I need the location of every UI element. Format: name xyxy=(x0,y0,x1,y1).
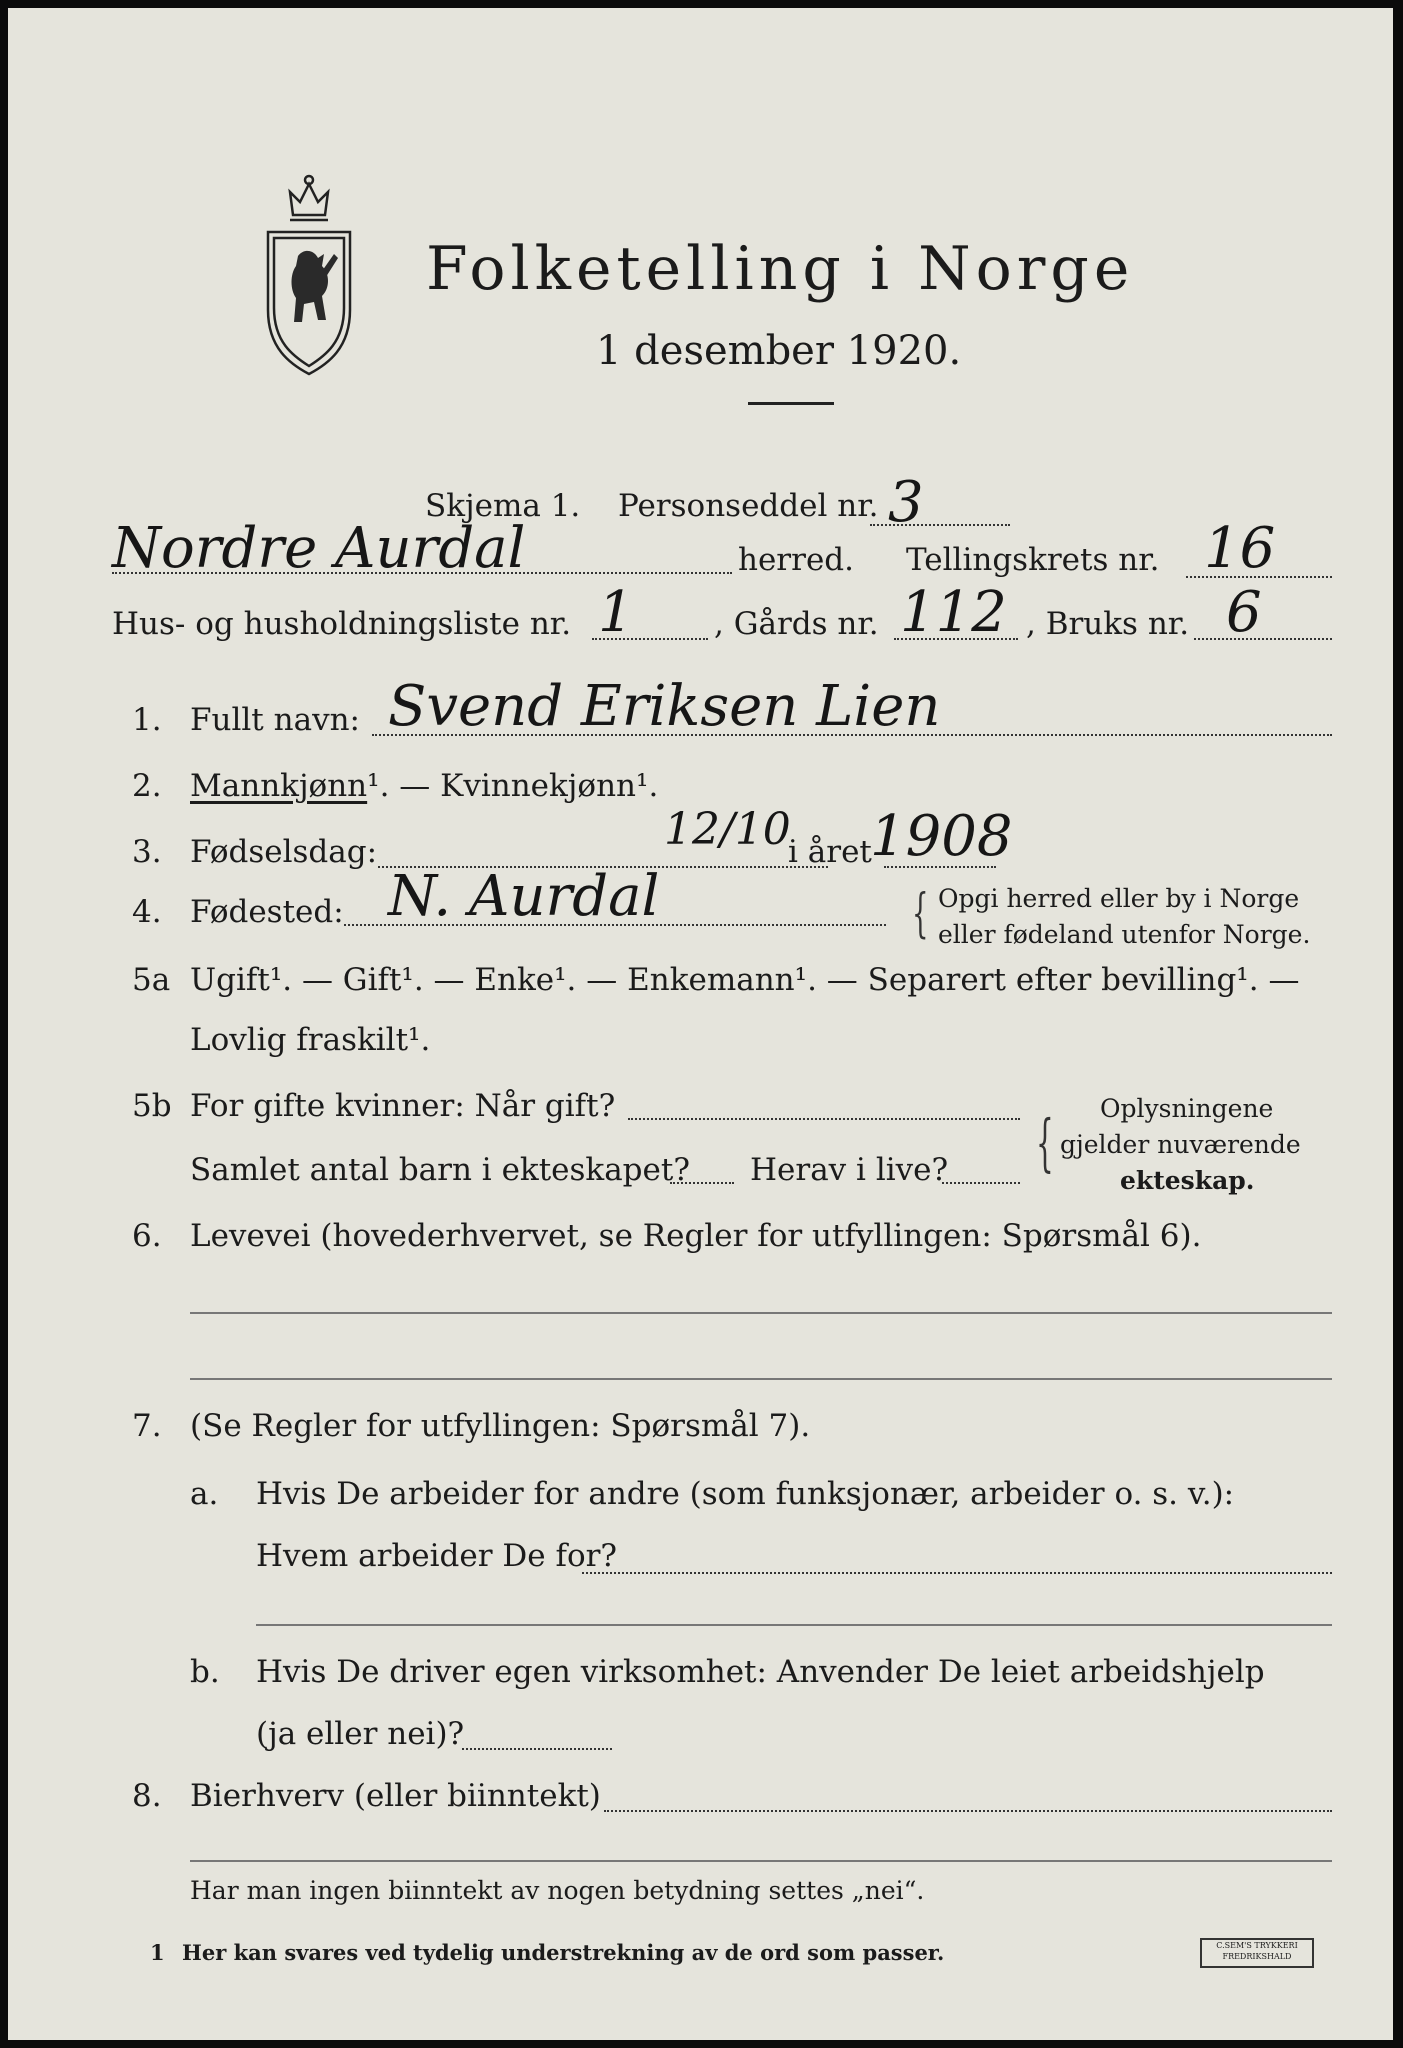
title-rule xyxy=(748,402,834,405)
census-form xyxy=(8,8,1393,2040)
side-income-dots[interactable] xyxy=(604,1810,1332,1812)
side-income-line[interactable] xyxy=(190,1860,1332,1862)
schema-label: Skjema 1. xyxy=(425,488,581,524)
gender-row xyxy=(190,768,658,804)
printer-stamp xyxy=(1200,1938,1314,1968)
herred-value[interactable]: Nordre Aurdal xyxy=(112,516,526,581)
children-alive-dots[interactable] xyxy=(942,1182,1020,1184)
birthplace-note-line1: Opgi herred eller by i Norge xyxy=(938,884,1300,913)
married-when-dots[interactable] xyxy=(628,1118,1020,1120)
tellingskrets-value[interactable]: 16 xyxy=(1204,516,1276,581)
q3-number: 3. xyxy=(132,834,162,870)
occupation-line-2[interactable] xyxy=(190,1378,1332,1380)
herred-dots xyxy=(112,572,732,574)
hired-help-label: (ja eller nei)? xyxy=(256,1716,465,1752)
birthplace-note-brace: { xyxy=(912,884,929,944)
form-title: Folketelling i Norge xyxy=(426,234,1135,304)
q2-number: 2. xyxy=(132,768,162,804)
bruks-label: , Bruks nr. xyxy=(1026,606,1190,642)
children-count-dots[interactable] xyxy=(670,1182,734,1184)
personseddel-label: Personseddel nr. xyxy=(618,488,879,524)
herred-label: herred. xyxy=(738,542,854,578)
marriage-note-line1: Oplysningene xyxy=(1100,1094,1274,1123)
norway-coat-of-arms-icon xyxy=(260,170,358,380)
birthplace-label: Fødested: xyxy=(190,894,344,930)
footnote-text: Her kan svares ved tydelig understrekning av de ord som passer. xyxy=(182,1940,945,1965)
birthplace-value[interactable]: N. Aurdal xyxy=(388,864,660,929)
q7b-letter: b. xyxy=(190,1654,220,1690)
side-income-note: Har man ingen biinntekt av nogen betydning settes „nei“. xyxy=(190,1876,925,1905)
children-alive-label: Herav i live? xyxy=(750,1152,949,1188)
birthdate-label: Fødselsdag: xyxy=(190,834,378,870)
gender-female-option[interactable]: Kvinnekjønn¹. xyxy=(440,768,659,804)
q7a-text: Hvis De arbeider for andre (som funksjonær, arbeider o. s. v.): xyxy=(256,1476,1235,1512)
q8-number: 8. xyxy=(132,1778,162,1814)
marriage-note-line3: ekteskap. xyxy=(1120,1166,1255,1195)
employer-line[interactable] xyxy=(256,1624,1332,1626)
birth-year-value[interactable]: 1908 xyxy=(870,804,1013,869)
q7b-text: Hvis De driver egen virksomhet: Anvender De leiet arbeidshjelp xyxy=(256,1654,1265,1690)
household-list-label: Hus- og husholdningsliste nr. xyxy=(112,606,572,642)
q7-label: (Se Regler for utfyllingen: Spørsmål 7). xyxy=(190,1408,811,1444)
q6-number: 6. xyxy=(132,1218,162,1254)
birthplace-note-line2: eller fødeland utenfor Norge. xyxy=(938,920,1311,949)
marriage-note-line2: gjelder nuværende xyxy=(1060,1130,1301,1159)
printer-stamp-line1: C.SEM'S TRYKKERI xyxy=(1216,1941,1298,1950)
divorced-option[interactable]: Lovlig fraskilt¹. xyxy=(190,1022,431,1058)
q7a-letter: a. xyxy=(190,1476,219,1512)
employer-label: Hvem arbeider De for? xyxy=(256,1538,618,1574)
tellingskrets-label: Tellingskrets nr. xyxy=(906,542,1160,578)
marital-status-options[interactable]: Ugift¹. — Gift¹. — Enke¹. — Enkemann¹. — Separert efter bevilling¹. — xyxy=(190,962,1300,998)
full-name-value[interactable]: Svend Eriksen Lien xyxy=(388,674,941,739)
bruks-value[interactable]: 6 xyxy=(1226,580,1262,645)
gards-label: , Gårds nr. xyxy=(714,606,879,642)
census-date: 1 desember 1920. xyxy=(596,328,962,374)
gender-separator: ¹. — xyxy=(367,768,441,804)
birth-year-label: i året xyxy=(788,834,872,870)
footnote-mark: 1 xyxy=(150,1940,165,1965)
full-name-label: Fullt navn: xyxy=(190,702,360,738)
marriage-note-brace: { xyxy=(1036,1106,1054,1179)
side-income-label: Bierhverv (eller biinntekt) xyxy=(190,1778,601,1814)
children-count-label: Samlet antal barn i ekteskapet? xyxy=(190,1152,690,1188)
gender-male-option[interactable]: Mannkjønn xyxy=(190,768,368,804)
hired-help-dots[interactable] xyxy=(462,1748,612,1750)
employer-dots[interactable] xyxy=(582,1572,1332,1574)
printer-stamp-line2: FREDRIKSHALD xyxy=(1222,1952,1292,1961)
gards-value[interactable]: 112 xyxy=(900,580,1007,645)
married-when-label: For gifte kvinner: Når gift? xyxy=(190,1088,616,1124)
occupation-label: Levevei (hovederhvervet, se Regler for utfyllingen: Spørsmål 6). xyxy=(190,1218,1202,1254)
household-list-value[interactable]: 1 xyxy=(598,580,634,645)
q5b-number: 5b xyxy=(132,1088,172,1124)
q4-number: 4. xyxy=(132,894,162,930)
q5a-number: 5a xyxy=(132,962,171,998)
q7-number: 7. xyxy=(132,1408,162,1444)
occupation-line-1[interactable] xyxy=(190,1312,1332,1314)
birthdate-day-value[interactable]: 12/10 xyxy=(664,804,791,855)
bruks-dots xyxy=(1194,638,1332,640)
q1-number: 1. xyxy=(132,702,162,738)
personseddel-value[interactable]: 3 xyxy=(888,470,924,535)
